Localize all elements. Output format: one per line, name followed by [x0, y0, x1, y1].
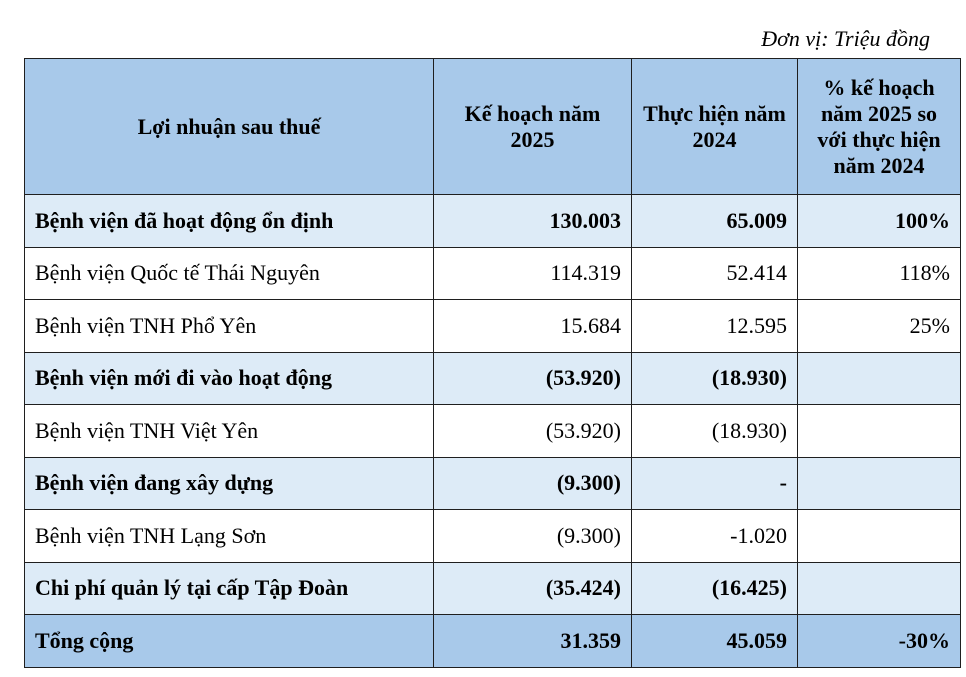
table-row-group-construction [25, 457, 961, 510]
row-plan-value: 114.319 [434, 247, 632, 300]
row-label: Bệnh viện Quốc tế Thái Nguyên [25, 247, 434, 300]
row-percent-value [798, 405, 961, 458]
table-row-group-stable [25, 195, 961, 248]
row-actual-value: - [632, 457, 798, 510]
row-percent-value: 25% [798, 300, 961, 353]
row-percent-value [798, 457, 961, 510]
total-percent-value: -30% [798, 615, 961, 668]
row-plan-value: 130.003 [434, 195, 632, 248]
row-percent-value: 100% [798, 195, 961, 248]
header-profit-after-tax: Lợi nhuận sau thuế [25, 59, 434, 195]
row-plan-value: (53.920) [434, 352, 632, 405]
total-plan-value: 31.359 [434, 615, 632, 668]
row-label: Bệnh viện đã hoạt động ổn định [25, 195, 434, 248]
row-percent-value: 118% [798, 247, 961, 300]
row-actual-value: (18.930) [632, 405, 798, 458]
row-percent-value [798, 562, 961, 615]
header-row [25, 59, 961, 195]
table-row-total [25, 615, 961, 668]
header-percent-plan-vs-actual: % kế hoạch năm 2025 so với thực hiện năm 2024 [798, 59, 961, 195]
row-actual-value: (16.425) [632, 562, 798, 615]
row-label: Bệnh viện mới đi vào hoạt động [25, 352, 434, 405]
row-actual-value: 12.595 [632, 300, 798, 353]
row-plan-value: (53.920) [434, 405, 632, 458]
header-actual-2024: Thực hiện năm 2024 [632, 59, 798, 195]
row-actual-value: 65.009 [632, 195, 798, 248]
total-label: Tổng cộng [25, 615, 434, 668]
row-label: Bệnh viện TNH Việt Yên [25, 405, 434, 458]
table-row-group-corporate-cost [25, 562, 961, 615]
table-row [25, 405, 961, 458]
profit-table [24, 58, 961, 668]
unit-note: Đơn vị: Triệu đồng [761, 26, 930, 51]
row-plan-value: (9.300) [434, 510, 632, 563]
row-plan-value: (35.424) [434, 562, 632, 615]
row-actual-value: (18.930) [632, 352, 798, 405]
row-actual-value: 52.414 [632, 247, 798, 300]
row-percent-value [798, 352, 961, 405]
table-row [25, 247, 961, 300]
row-percent-value [798, 510, 961, 563]
table-row [25, 300, 961, 353]
row-label: Chi phí quản lý tại cấp Tập Đoàn [25, 562, 434, 615]
table-row-group-new [25, 352, 961, 405]
row-actual-value: -1.020 [632, 510, 798, 563]
header-plan-2025: Kế hoạch năm 2025 [434, 59, 632, 195]
row-plan-value: 15.684 [434, 300, 632, 353]
table-row [25, 510, 961, 563]
row-label: Bệnh viện TNH Phổ Yên [25, 300, 434, 353]
total-actual-value: 45.059 [632, 615, 798, 668]
row-label: Bệnh viện đang xây dựng [25, 457, 434, 510]
row-label: Bệnh viện TNH Lạng Sơn [25, 510, 434, 563]
row-plan-value: (9.300) [434, 457, 632, 510]
